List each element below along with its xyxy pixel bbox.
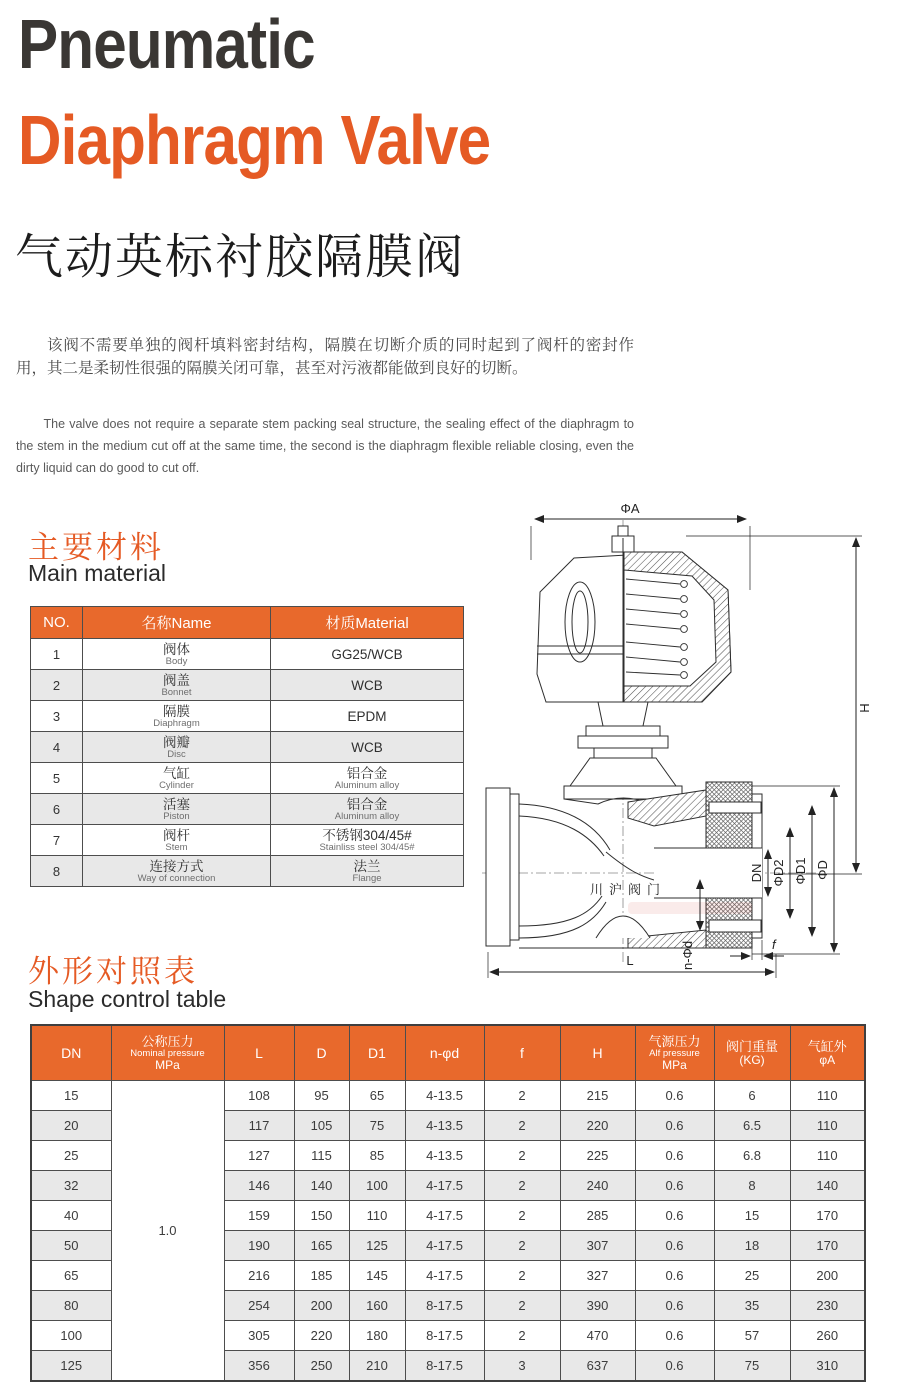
cell-dn: 80	[31, 1291, 111, 1321]
col-valve-weight: 阀门重量 (KG)	[714, 1025, 790, 1081]
cell-n-phid: 8-17.5	[405, 1291, 484, 1321]
cell-air: 0.6	[635, 1231, 714, 1261]
cell-weight: 75	[714, 1351, 790, 1382]
cell-name: 阀瓣 Disc	[83, 732, 271, 763]
cell-no: 8	[31, 856, 83, 887]
table-row	[31, 639, 464, 670]
cell-n-phid: 8-17.5	[405, 1351, 484, 1382]
watermark-text: 川沪阀门	[590, 882, 667, 897]
cell-weight: 57	[714, 1321, 790, 1351]
cell-n-phid: 4-17.5	[405, 1201, 484, 1231]
col-nominal-pressure: 公称压力 Nominal pressure MPa	[111, 1025, 224, 1081]
cell-name: 气缸 Cylinder	[83, 763, 271, 794]
dim-label-phiA: ΦA	[620, 501, 640, 516]
cell-f: 3	[484, 1351, 560, 1382]
cell-H: 327	[560, 1261, 635, 1291]
cell-f: 2	[484, 1231, 560, 1261]
cell-air: 0.6	[635, 1081, 714, 1111]
cell-name: 阀杆 Stem	[83, 825, 271, 856]
cell-D1: 180	[349, 1321, 405, 1351]
cell-no: 5	[31, 763, 83, 794]
cell-L: 159	[224, 1201, 294, 1231]
cell-D: 115	[294, 1141, 349, 1171]
cell-D: 220	[294, 1321, 349, 1351]
cell-dn: 65	[31, 1261, 111, 1291]
col-air-pressure: 气源压力 Alf pressure MPa	[635, 1025, 714, 1081]
col-D1: D1	[349, 1025, 405, 1081]
cell-air: 0.6	[635, 1111, 714, 1141]
cell-cyl: 200	[790, 1261, 865, 1291]
cell-D: 150	[294, 1201, 349, 1231]
cell-D1: 85	[349, 1141, 405, 1171]
cell-n-phid: 4-17.5	[405, 1171, 484, 1201]
col-n-phid: n-φd	[405, 1025, 484, 1081]
cell-dn: 100	[31, 1321, 111, 1351]
dim-label-phiD: ΦD	[815, 860, 830, 880]
cell-H: 285	[560, 1201, 635, 1231]
cell-cyl: 110	[790, 1111, 865, 1141]
dim-label-phiD1: ΦD1	[793, 857, 808, 885]
watermark-smudge	[628, 902, 752, 914]
cell-cyl: 110	[790, 1141, 865, 1171]
cell-D1: 100	[349, 1171, 405, 1201]
table-row	[31, 763, 464, 794]
cell-air: 0.6	[635, 1141, 714, 1171]
cell-f: 2	[484, 1321, 560, 1351]
cell-dn: 50	[31, 1231, 111, 1261]
page-title-chinese: 气动英标衬胶隔膜阀	[15, 231, 466, 284]
cell-L: 190	[224, 1231, 294, 1261]
cell-no: 7	[31, 825, 83, 856]
cell-H: 240	[560, 1171, 635, 1201]
cell-L: 117	[224, 1111, 294, 1141]
valve-bonnet	[564, 702, 682, 799]
table-row	[31, 825, 464, 856]
cell-air: 0.6	[635, 1291, 714, 1321]
cell-n-phid: 4-17.5	[405, 1231, 484, 1261]
cell-name: 连接方式 Way of connection	[83, 856, 271, 887]
cell-L: 108	[224, 1081, 294, 1111]
cell-cyl: 310	[790, 1351, 865, 1382]
shape-heading-en: Shape control table	[28, 986, 227, 1012]
cell-material: GG25/WCB	[271, 639, 464, 670]
cell-dn: 25	[31, 1141, 111, 1171]
cell-cyl: 140	[790, 1171, 865, 1201]
cell-material: 不锈钢304/45# Stainliss steel 304/45#	[271, 825, 464, 856]
table-row	[31, 794, 464, 825]
valve-technical-drawing	[478, 486, 890, 986]
material-heading-en: Main material	[28, 560, 167, 586]
material-col-material: 材质Material	[271, 607, 464, 639]
cell-cyl: 170	[790, 1231, 865, 1261]
material-col-name: 名称Name	[83, 607, 271, 639]
cell-n-phid: 8-17.5	[405, 1321, 484, 1351]
cell-D: 140	[294, 1171, 349, 1201]
cell-nominal-pressure: 1.0	[111, 1081, 224, 1382]
material-header-row	[31, 607, 464, 639]
cell-no: 6	[31, 794, 83, 825]
table-row	[31, 732, 464, 763]
cell-dn: 125	[31, 1351, 111, 1382]
cell-f: 2	[484, 1201, 560, 1231]
cell-weight: 6.5	[714, 1111, 790, 1141]
dim-label-n-phid: n-Φd	[680, 940, 695, 970]
shape-control-table	[30, 1024, 866, 1382]
table-row	[31, 1081, 865, 1111]
cell-name: 隔膜 Diaphragm	[83, 701, 271, 732]
cell-dn: 40	[31, 1201, 111, 1231]
col-cylinder-od: 气缸外 φA	[790, 1025, 865, 1081]
cell-material: 法兰 Flange	[271, 856, 464, 887]
cell-material: 铝合金 Aluminum alloy	[271, 794, 464, 825]
valve-body	[486, 782, 762, 948]
cell-f: 2	[484, 1171, 560, 1201]
cell-H: 220	[560, 1111, 635, 1141]
cell-weight: 18	[714, 1231, 790, 1261]
col-f: f	[484, 1025, 560, 1081]
cell-D1: 145	[349, 1261, 405, 1291]
intro-paragraph-english: The valve does not require a separate stem packing seal structure, the sealing effect of the diaphragm to the stem in the medium cut off at the same time, the second is the diaphragm flexible reliable closing, even the dirty liquid can do good to cut off.	[16, 416, 634, 475]
col-H: H	[560, 1025, 635, 1081]
cell-cyl: 260	[790, 1321, 865, 1351]
cell-material: EPDM	[271, 701, 464, 732]
table-row	[31, 670, 464, 701]
cell-weight: 6.8	[714, 1141, 790, 1171]
cell-L: 127	[224, 1141, 294, 1171]
cell-material: WCB	[271, 732, 464, 763]
cell-air: 0.6	[635, 1261, 714, 1291]
cell-H: 225	[560, 1141, 635, 1171]
cell-no: 1	[31, 639, 83, 670]
cell-D1: 65	[349, 1081, 405, 1111]
cell-D1: 210	[349, 1351, 405, 1382]
table-row	[31, 701, 464, 732]
cell-weight: 25	[714, 1261, 790, 1291]
cell-weight: 15	[714, 1201, 790, 1231]
cell-D: 105	[294, 1111, 349, 1141]
page-title-line2: Diaphragm Valve	[18, 101, 491, 179]
cell-material: 铝合金 Aluminum alloy	[271, 763, 464, 794]
cell-weight: 8	[714, 1171, 790, 1201]
cell-n-phid: 4-13.5	[405, 1141, 484, 1171]
cell-cyl: 170	[790, 1201, 865, 1231]
cell-weight: 35	[714, 1291, 790, 1321]
cell-D: 185	[294, 1261, 349, 1291]
dim-label-H: H	[857, 703, 872, 713]
cell-dn: 32	[31, 1171, 111, 1201]
cell-n-phid: 4-17.5	[405, 1261, 484, 1291]
intro-paragraph-chinese: 该阀不需要单独的阀杆填料密封结构，隔膜在切断介质的同时起到了阀杆的密封作用，其二是柔韧性很强的隔膜关闭可靠，甚至对污液都能做到良好的切断。	[16, 336, 634, 377]
cell-L: 254	[224, 1291, 294, 1321]
col-L: L	[224, 1025, 294, 1081]
page-title-line1: Pneumatic	[18, 5, 315, 83]
cell-L: 356	[224, 1351, 294, 1382]
dim-label-f: f	[772, 937, 776, 952]
col-D: D	[294, 1025, 349, 1081]
material-heading-cn: 主要材料	[28, 530, 164, 565]
col-dn: DN	[31, 1025, 111, 1081]
cell-H: 215	[560, 1081, 635, 1111]
cell-f: 2	[484, 1291, 560, 1321]
cell-D: 95	[294, 1081, 349, 1111]
cell-name: 阀盖 Bonnet	[83, 670, 271, 701]
dim-label-DN: DN	[749, 863, 764, 883]
shape-header-row	[31, 1025, 865, 1081]
cell-f: 2	[484, 1081, 560, 1111]
cell-H: 637	[560, 1351, 635, 1382]
cell-D: 250	[294, 1351, 349, 1382]
cell-air: 0.6	[635, 1171, 714, 1201]
material-table	[30, 606, 464, 887]
cell-D1: 160	[349, 1291, 405, 1321]
cell-no: 3	[31, 701, 83, 732]
material-col-no: NO.	[31, 607, 83, 639]
dim-label-L: L	[626, 953, 634, 968]
cell-no: 2	[31, 670, 83, 701]
cell-air: 0.6	[635, 1321, 714, 1351]
cell-name: 阀体 Body	[83, 639, 271, 670]
cell-f: 2	[484, 1261, 560, 1291]
cell-f: 2	[484, 1141, 560, 1171]
cell-name: 活塞 Piston	[83, 794, 271, 825]
cell-D: 165	[294, 1231, 349, 1261]
table-row	[31, 856, 464, 887]
cell-n-phid: 4-13.5	[405, 1081, 484, 1111]
cell-H: 470	[560, 1321, 635, 1351]
cell-L: 146	[224, 1171, 294, 1201]
dim-label-phiD2: ΦD2	[771, 859, 786, 887]
cell-n-phid: 4-13.5	[405, 1111, 484, 1141]
cell-D1: 75	[349, 1111, 405, 1141]
cell-weight: 6	[714, 1081, 790, 1111]
cell-D1: 125	[349, 1231, 405, 1261]
cell-H: 390	[560, 1291, 635, 1321]
cell-D1: 110	[349, 1201, 405, 1231]
shape-heading-cn: 外形对照表	[28, 954, 198, 989]
cell-f: 2	[484, 1111, 560, 1141]
cell-dn: 15	[31, 1081, 111, 1111]
cell-H: 307	[560, 1231, 635, 1261]
cell-no: 4	[31, 732, 83, 763]
cell-cyl: 230	[790, 1291, 865, 1321]
cell-material: WCB	[271, 670, 464, 701]
cell-L: 216	[224, 1261, 294, 1291]
cell-air: 0.6	[635, 1201, 714, 1231]
cell-dn: 20	[31, 1111, 111, 1141]
cell-cyl: 110	[790, 1081, 865, 1111]
actuator	[537, 526, 731, 702]
cell-air: 0.6	[635, 1351, 714, 1382]
cell-D: 200	[294, 1291, 349, 1321]
cell-L: 305	[224, 1321, 294, 1351]
